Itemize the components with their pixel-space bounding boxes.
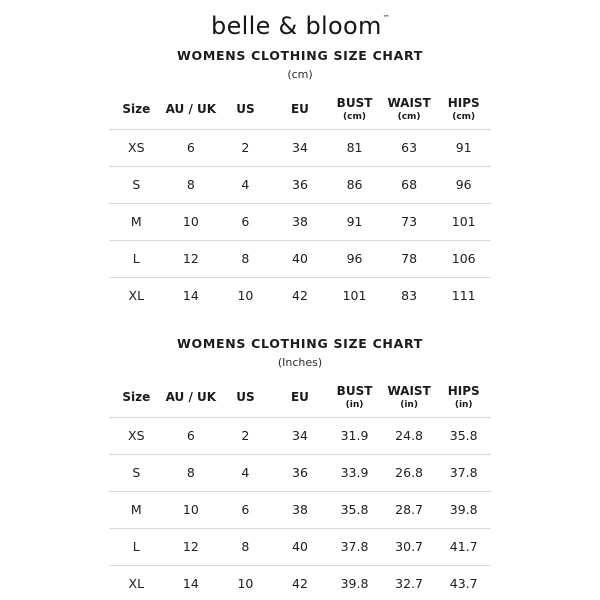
value-cell: 41.7 <box>449 539 478 555</box>
column-label: WAIST <box>387 384 431 399</box>
value-cell: 101 <box>451 214 476 230</box>
column-label: EU <box>290 389 309 404</box>
value-cell: 101 <box>342 288 367 304</box>
column-header <box>273 379 328 418</box>
header-row <box>109 91 491 130</box>
size-cell: XL <box>128 576 145 592</box>
size-cell: XS <box>128 140 145 156</box>
value-cell: 106 <box>451 251 476 267</box>
column-header <box>382 91 437 130</box>
value-cell: 6 <box>186 140 195 156</box>
column-label: AU / UK <box>165 389 217 404</box>
value-cell: 10 <box>182 214 199 230</box>
value-cell: 37.8 <box>449 465 478 481</box>
column-header <box>109 91 164 130</box>
value-cell: 34 <box>292 428 308 444</box>
value-cell: 4 <box>241 465 250 481</box>
value-cell: 38 <box>292 502 308 518</box>
value-cell: 78 <box>401 251 418 267</box>
column-label: BUST <box>336 96 373 110</box>
table-row <box>109 167 491 204</box>
value-cell: 32.7 <box>395 576 424 592</box>
column-header <box>218 379 273 418</box>
value-cell: 96 <box>455 177 472 193</box>
value-cell: 33.9 <box>340 465 369 481</box>
column-header <box>436 91 491 130</box>
value-cell: 8 <box>186 465 195 481</box>
column-unit-sublabel: (cm) <box>343 111 366 122</box>
brand-logo <box>211 12 389 40</box>
brand-header <box>0 12 600 40</box>
value-cell: 68 <box>401 177 418 193</box>
size-cell: XL <box>128 288 145 304</box>
table-row <box>109 529 491 566</box>
value-cell: 91 <box>455 140 472 156</box>
table-row <box>109 204 491 241</box>
value-cell: 2 <box>241 140 250 156</box>
value-cell: 14 <box>182 288 199 304</box>
column-header <box>164 379 219 418</box>
value-cell: 40 <box>292 251 308 267</box>
value-cell: 81 <box>346 140 363 156</box>
column-unit-sublabel: (in) <box>345 399 364 410</box>
unit-label-inches: (Inches) <box>277 356 323 370</box>
value-cell: 35.8 <box>340 502 369 518</box>
size-chart-section-cm <box>0 48 600 314</box>
column-header <box>327 91 382 130</box>
value-cell: 111 <box>451 288 476 304</box>
table-row <box>109 130 491 167</box>
column-unit-sublabel: (in) <box>400 399 418 410</box>
column-label: US <box>236 389 255 404</box>
column-header <box>109 379 164 418</box>
value-cell: 14 <box>182 576 199 592</box>
value-cell: 24.8 <box>395 428 424 444</box>
column-header <box>218 91 273 130</box>
value-cell: 10 <box>182 502 199 518</box>
value-cell: 6 <box>241 214 250 230</box>
value-cell: 39.8 <box>340 576 369 592</box>
column-unit-sublabel: (in) <box>454 399 473 410</box>
value-cell: 4 <box>241 177 250 193</box>
value-cell: 12 <box>182 539 199 555</box>
column-unit-sublabel: (cm) <box>397 111 421 122</box>
column-unit-sublabel: (cm) <box>452 111 476 122</box>
value-cell: 37.8 <box>340 539 369 555</box>
value-cell: 35.8 <box>449 428 478 444</box>
value-cell: 42 <box>292 576 308 592</box>
column-header <box>164 91 219 130</box>
value-cell: 73 <box>401 214 418 230</box>
column-header <box>273 91 328 130</box>
value-cell: 38 <box>292 214 308 230</box>
value-cell: 8 <box>186 177 195 193</box>
unit-label-cm: (cm) <box>287 68 313 81</box>
header-row <box>109 379 491 418</box>
size-cell: L <box>132 539 140 555</box>
value-cell: 86 <box>346 177 363 193</box>
table-row <box>109 278 491 315</box>
column-label: EU <box>290 101 309 116</box>
value-cell: 36 <box>292 465 308 481</box>
value-cell: 10 <box>237 576 254 592</box>
size-cell: M <box>130 214 142 230</box>
size-table-inches <box>109 379 491 600</box>
value-cell: 31.9 <box>340 428 369 444</box>
column-label: Size <box>122 389 151 404</box>
column-label: HIPS <box>447 384 480 399</box>
table-row <box>109 418 491 455</box>
column-label: BUST <box>336 384 373 399</box>
table-row <box>109 492 491 529</box>
value-cell: 39.8 <box>449 502 478 518</box>
value-cell: 42 <box>292 288 308 304</box>
value-cell: 36 <box>292 177 308 193</box>
column-header <box>436 379 491 418</box>
value-cell: 40 <box>292 539 308 555</box>
value-cell: 12 <box>182 251 199 267</box>
value-cell: 6 <box>186 428 195 444</box>
value-cell: 83 <box>401 288 418 304</box>
size-table-cm <box>109 91 491 314</box>
size-cell: L <box>132 251 140 267</box>
column-label: Size <box>122 101 151 116</box>
value-cell: 8 <box>241 539 250 555</box>
size-chart-section-inches <box>0 336 600 600</box>
brand-name: belle & bloom <box>211 12 382 40</box>
chart-title-cm: WOMENS CLOTHING SIZE CHART <box>177 48 423 63</box>
column-label: WAIST <box>387 96 431 110</box>
value-cell: 8 <box>241 251 250 267</box>
value-cell: 10 <box>237 288 254 304</box>
value-cell: 96 <box>346 251 363 267</box>
value-cell: 63 <box>401 140 418 156</box>
value-cell: 2 <box>241 428 250 444</box>
column-header <box>327 379 382 418</box>
value-cell: 28.7 <box>395 502 424 518</box>
size-cell: S <box>132 465 141 481</box>
value-cell: 30.7 <box>395 539 424 555</box>
column-label: US <box>236 101 255 116</box>
size-cell: M <box>130 502 142 518</box>
table-row <box>109 455 491 492</box>
value-cell: 43.7 <box>449 576 478 592</box>
chart-title-inches: WOMENS CLOTHING SIZE CHART <box>177 336 423 352</box>
trademark-symbol: ™ <box>382 14 390 22</box>
column-header <box>382 379 437 418</box>
size-cell: S <box>132 177 141 193</box>
value-cell: 34 <box>292 140 308 156</box>
size-cell: XS <box>128 428 145 444</box>
value-cell: 6 <box>241 502 250 518</box>
value-cell: 91 <box>346 214 363 230</box>
table-row <box>109 566 491 600</box>
table-row <box>109 241 491 278</box>
column-label: AU / UK <box>165 101 217 116</box>
value-cell: 26.8 <box>395 465 424 481</box>
column-label: HIPS <box>447 96 480 110</box>
